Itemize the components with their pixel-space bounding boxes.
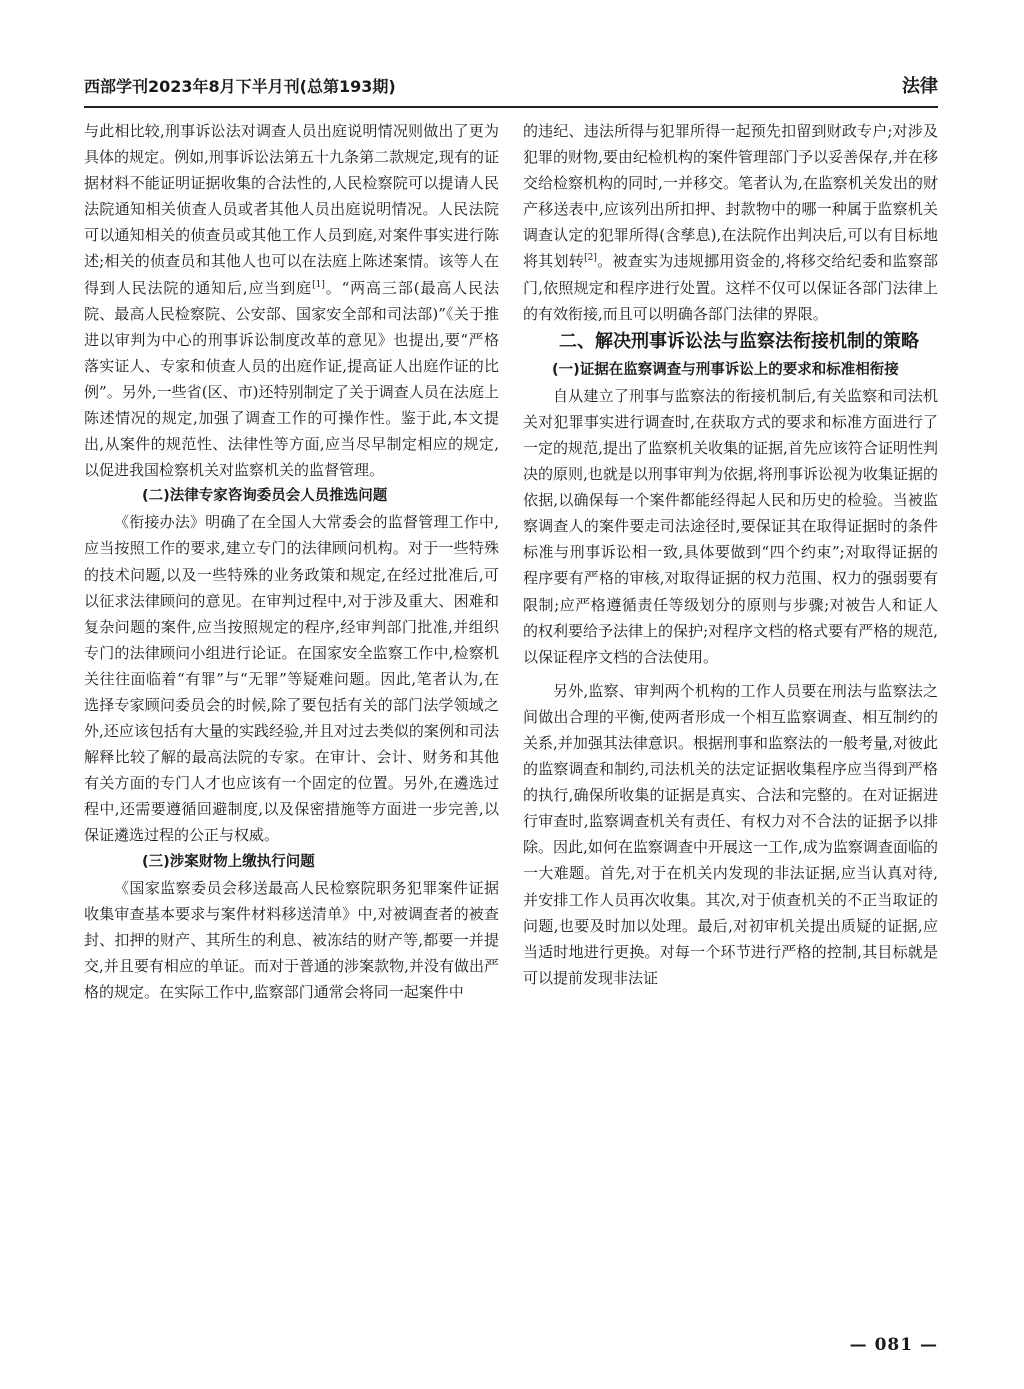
right-column (523, 118, 938, 991)
paragraph: 另外,监察、审判两个机构的工作人员要在刑法与监察法之间做出合理的平衡,使两者形成一个相互监察调查、相互制约的关系,并加强其法律意识。根据刑事和监察法的一般考量,对彼此的监察调查和制约,司法机关的法定证据收集程序应当得到严格的执行,确保所收集的证据是真实、合法和完整的。在对证据进行审查时,监察调查机关有责任、有权力对不合法的证据予以排除。因此,如何在监察调查中开展这一工作,成为监察调查面临的一大难题。首先,对于在机关内发现的非法证据,应当认真对待,并安排工作人员再次收集。其次,对于侦查机关的不正当取证的问题,也要及时加以处理。最后,对初审机关提出质疑的证据,应当适时地进行更换。对每一个环节进行严格的控制,其目标就是可以提前发现非法证 (523, 681, 938, 987)
paragraph: 《国家监察委员会移送最高人民检察院职务犯罪案件证据收集审查基本要求与案件材料移送清单》中,对被调查者的被查封、扣押的财产、其所生的利息、被冻结的财产等,都要一并提交,并且要有相应的单证。而对于普通的涉案款物,并没有做出严格的规定。在实际工作中,监察部门通常会将同一起案件中 (84, 878, 499, 1001)
page-number: — 081 — (849, 1335, 938, 1355)
journal-title: 西部学刊2023年8月下半月刊(总第193期) (84, 77, 396, 96)
paragraph: 《衔接办法》明确了在全国人大常委会的监督管理工作中,应当按照工作的要求,建立专门的法律顾问机构。对于一些特殊的技术问题,以及一些特殊的业务政策和规定,在经过批准后,可以征求法律顾问的意见。在审判过程中,对于涉及重大、困难和复杂问题的案件,应当按照规定的程序,经审判部门批准,并组织专门的法律顾问小组进行论证。在国家安全监察工作中,检察机关往往面临着“有罪”与“无罪”等疑难问题。因此,笔者认为,在选择专家顾问委员会的时候,除了要包括有关的部门法学领域之外,还应该包括有大量的实践经验,并且对过去类似的案例和司法解释比较了解的最高法院的专家。在审计、会计、财务和其他有关方面的专门人才也应该有一个固定的位置。另外,在遴选过程中,还需要遵循回避制度,以及保密措施等方面进一步完善,以保证遴选过程的公正与权威。 (84, 513, 499, 845)
section-label: 法律 (902, 76, 938, 97)
subheading: (二)法律专家咨询委员会人员推选问题 (142, 488, 388, 505)
running-header (84, 72, 938, 102)
citation-ref: [2] (584, 253, 597, 264)
left-column (84, 118, 499, 1005)
section-heading: 二、解决刑事诉讼法与监察法衔接机制的策略 (559, 330, 919, 352)
paragraph: 与此相比较,刑事诉讼法对调查人员出庭说明情况则做出了更为具体的规定。例如,刑事诉讼法第五十九条第二款规定,现有的证据材料不能证明证据收集的合法性的,人民检察院可以提请人民法院通知相关侦查人员或者其他人员出庭说明情况。人民法院可以通知相关的侦查员或其他工作人员到庭,对案件事实进行陈述;相关的侦查员和其他人也可以在法庭上陈述案情。该等人在得到人民法院的通知后,应当到庭[1]。“两高三部(最高人民法院、最高人民检察院、公安部、国家安全部和司法部)”《关于推进以审判为中心的刑事诉讼制度改革的意见》也提出,要“严格落实证人、专家和侦查人员的出庭作证,提高证人出庭作证的比例”。另外,一些省(区、市)还特别制定了关于调查人员在法庭上陈述情况的规定,加强了调查工作的可操作性。鉴于此,本文提出,从案件的规范性、法律性等方面,应当尽早制定相应的规定,以促进我国检察机关对监察机关的监督管理。 (84, 122, 499, 480)
paragraph: 自从建立了刑事与监察法的衔接机制后,有关监察和司法机关对犯罪事实进行调查时,在获取方式的要求和标准方面进行了一定的规范,提出了监察机关收集的证据,首先应该符合证明性判决的原则,也就是以刑事审判为依据,将刑事诉讼视为收集证据的依据,以确保每一个案件都能经得起人民和历史的检验。当被监察调查人的案件要走司法途径时,要保证其在取得证据时的条件标准与刑事诉讼相一致,具体要做到“四个约束”;对取得证据的程序要有严格的审核,对取得证据的权力范围、权力的强弱要有限制;应严格遵循责任等级划分的原则与步骤;对被告人和证人的权利要给予法律上的保护;对程序文档的格式要有严格的规范,以保证程序文档的合法使用。 (523, 386, 938, 666)
paragraph: 的违纪、违法所得与犯罪所得一起预先扣留到财政专户;对涉及犯罪的财物,要由纪检机构的案件管理部门予以妥善保存,并在移交给检察机构的同时,一并移交。笔者认为,在监察机关发出的财产移送表中,应该列出所扣押、封款物中的哪一种属于监察机关调查认定的犯罪所得(含孳息),在法院作出判决后,可以有目标地将其划转[2]。被查实为违规挪用资金的,将移交给纪委和监察部门,依照规定和程序进行处置。这样不仅可以保证各部门法律上的有效衔接,而且可以明确各部门法律的界限。 (523, 122, 938, 323)
citation-ref: [1] (312, 279, 325, 290)
header-rule (84, 106, 938, 108)
subheading: (一)证据在监察调查与刑事诉讼上的要求和标准相衔接 (552, 361, 899, 378)
subheading: (三)涉案财物上缴执行问题 (142, 853, 315, 870)
